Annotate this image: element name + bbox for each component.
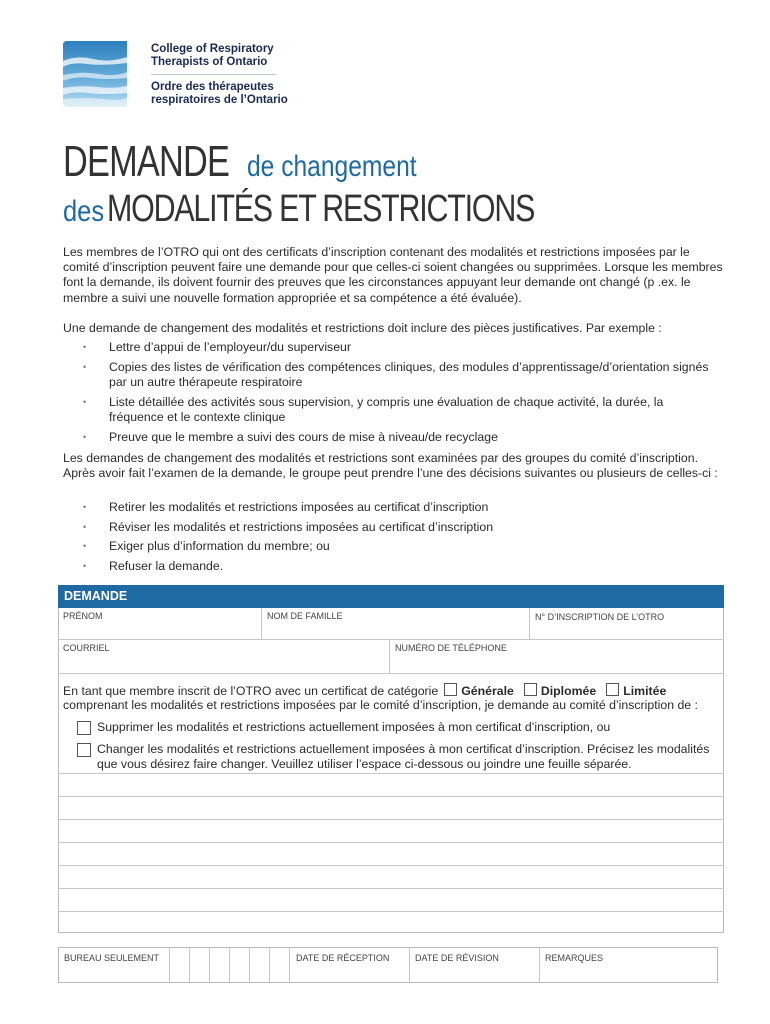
- option-change: [77, 742, 722, 772]
- checkbox-remove[interactable]: [77, 721, 91, 735]
- phone-field[interactable]: NUMÉRO DE TÉLÉPHONE: [395, 643, 507, 653]
- form-header: [58, 585, 724, 608]
- org-name-en-line1: College of Respiratory: [151, 43, 274, 55]
- checkbox-generale[interactable]: [444, 683, 457, 696]
- list-item: • Liste détaillée des activités sous supervision, y compris une évaluation de chaque activité, la durée, la fréquence et le contexte clinique: [78, 395, 718, 425]
- category-diplomee: Diplomée: [540, 684, 597, 698]
- decisions-list: [78, 500, 718, 579]
- office-only-label: BUREAU SEULEMENT: [64, 953, 160, 963]
- writing-line[interactable]: [58, 773, 724, 774]
- org-name-fr-line2: respiratoires de l’Ontario: [151, 94, 288, 106]
- form-divider: [529, 608, 530, 639]
- org-name-en-line2: Therapists of Ontario: [151, 56, 268, 68]
- office-divider: [249, 947, 250, 983]
- list-item: • Retirer les modalités et restrictions imposées au certificat d’inscription: [78, 500, 718, 515]
- page-title-line2: [63, 188, 641, 231]
- title-de-changement: de changement: [247, 150, 417, 183]
- remarks-field: REMARQUES: [545, 953, 604, 963]
- office-divider: [189, 947, 190, 983]
- last-name-field[interactable]: NOM DE FAMILLE: [267, 611, 343, 621]
- list-item: • Lettre d’appui de l’employeur/du superviseur: [78, 340, 718, 355]
- form-divider: [58, 673, 724, 674]
- list-item: • Exiger plus d’information du membre; ou: [78, 539, 718, 554]
- date-received-field: DATE DE RÉCEPTION: [296, 953, 390, 963]
- category-prefix: En tant que membre inscrit de l’OTRO avec un certificat de catégorie: [63, 684, 439, 698]
- option-remove: [77, 720, 722, 735]
- form-divider: [261, 608, 262, 639]
- email-field[interactable]: COURRIEL: [63, 643, 110, 653]
- category-line: [63, 683, 666, 698]
- list-item: • Preuve que le membre a suivi des cours de mise à niveau/de recyclage: [78, 430, 718, 445]
- intro-paragraph: Les membres de l’OTRO qui ont des certificats d’inscription contenant des modalités et restrictions imposées par le comité d’inscription peuvent faire une demande pour que celles-ci soient changées ou supprimées. Lorsque les membres font la demande, ils doivent fournir des preuves que les circonstances appuyant leur demande ont changé (p .ex. le membre a suivi une nouvelle formation appropriée et sa compétence a été évaluée).: [63, 245, 723, 305]
- writing-line[interactable]: [58, 911, 724, 912]
- writing-line[interactable]: [58, 819, 724, 820]
- writing-line[interactable]: [58, 888, 724, 889]
- option-remove-label: Supprimer les modalités et restrictions actuellement imposées à mon certificat d’inscription, ou: [97, 720, 611, 734]
- writing-line[interactable]: [58, 842, 724, 843]
- office-divider: [269, 947, 270, 983]
- date-reviewed-field: DATE DE RÉVISION: [415, 953, 499, 963]
- title-des: des: [63, 195, 105, 228]
- form-header-label: DEMANDE: [64, 589, 128, 603]
- form-divider: [58, 639, 724, 640]
- org-name-fr-line1: Ordre des thérapeutes: [151, 81, 274, 93]
- review-paragraph: Les demandes de changement des modalités et restrictions sont examinées par des groupes du comité d’inscription. Après avoir fait l’examen de la demande, le groupe peut prendre l’une des décisions suivantes ou plusieurs de celles-ci :: [63, 451, 718, 481]
- writing-line[interactable]: [58, 796, 724, 797]
- examples-list: [78, 340, 718, 449]
- requirements-intro: Une demande de changement des modalités et restrictions doit inclure des pièces justificatives. Par exemple :: [63, 321, 662, 335]
- registration-number-field[interactable]: N° D’INSCRIPTION DE L’OTRO: [535, 612, 665, 622]
- checkbox-limitee[interactable]: [606, 683, 619, 696]
- writing-line[interactable]: [58, 865, 724, 866]
- form-divider: [389, 639, 390, 673]
- list-item: • Refuser la demande.: [78, 559, 718, 574]
- logo-mark: [63, 41, 127, 107]
- list-item: • Copies des listes de vérification des compétences cliniques, des modules d’apprentissage/d’orientation signés par un autre thérapeute respiratoire: [78, 360, 718, 390]
- office-divider: [289, 947, 290, 983]
- list-item: • Réviser les modalités et restrictions imposées au certificat d’inscription: [78, 520, 718, 535]
- office-divider: [209, 947, 210, 983]
- page-title-line1: [63, 137, 454, 187]
- category-limitee: Limitée: [623, 684, 667, 698]
- title-modalites: MODALITÉS ET RESTRICTIONS: [107, 188, 535, 230]
- logo-divider: [151, 74, 276, 75]
- checkbox-diplomee[interactable]: [524, 683, 537, 696]
- option-change-label: Changer les modalités et restrictions actuellement imposées à mon certificat d’inscription. Précisez les modalités que vous désirez faire changer. Veuillez utiliser l’espace ci-dessous ou joindre une feuille séparée.: [97, 742, 710, 772]
- office-divider: [229, 947, 230, 983]
- checkbox-change[interactable]: [77, 743, 91, 757]
- first-name-field[interactable]: PRÉNOM: [63, 611, 103, 621]
- category-generale: Générale: [461, 684, 514, 698]
- office-divider: [539, 947, 540, 983]
- category-suffix: comprenant les modalités et restrictions imposées par le comité d’inscription, je demande au comité d’inscription de :: [63, 698, 698, 712]
- title-demande: DEMANDE: [63, 137, 230, 186]
- office-divider: [169, 947, 170, 983]
- office-divider: [409, 947, 410, 983]
